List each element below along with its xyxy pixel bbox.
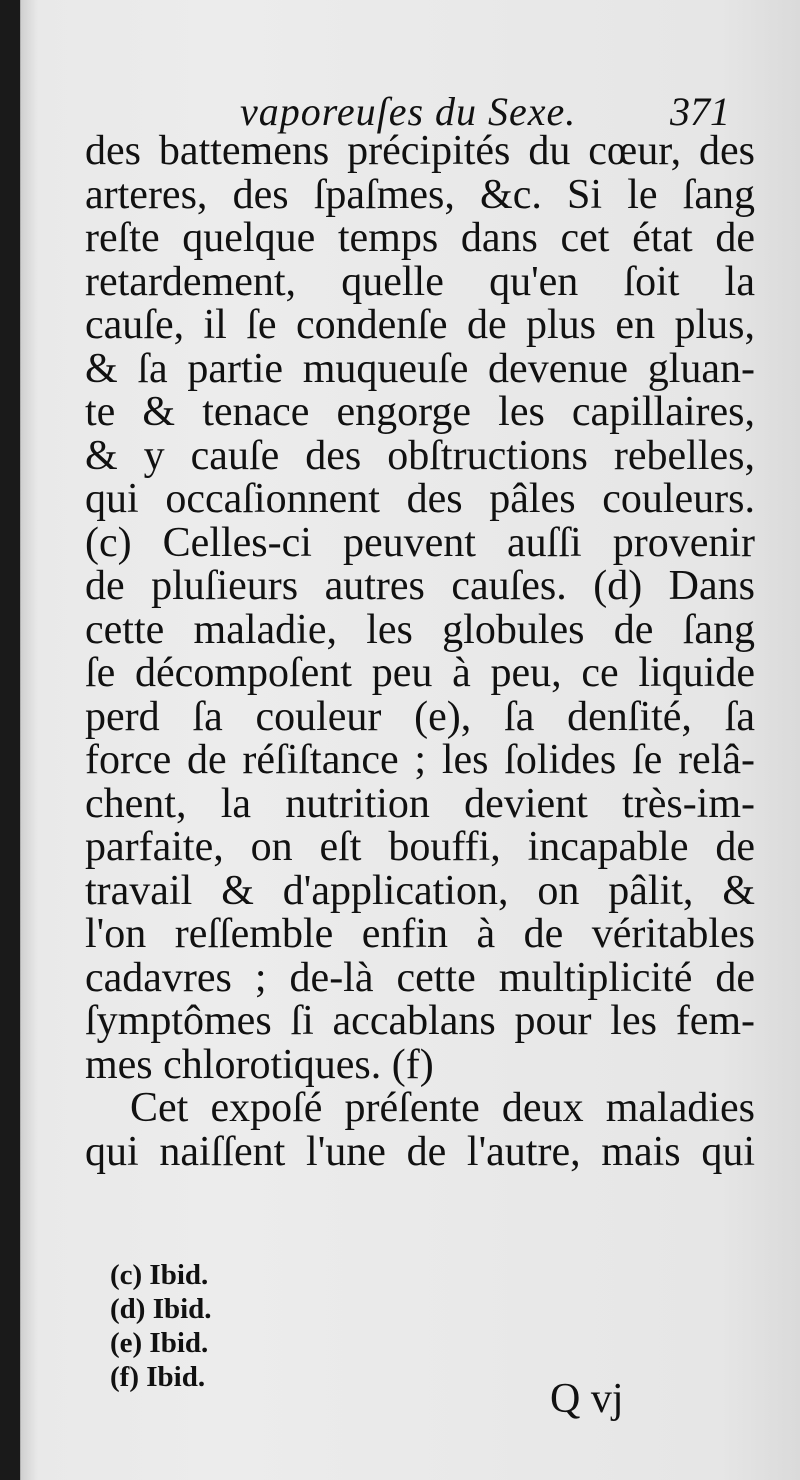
text-line: te & tenace engorge les capillaires, <box>85 389 755 435</box>
text-line: ſe décompoſent peu à peu, ce liquide <box>85 650 755 696</box>
text-line: & y cauſe des obſtructions rebelles, <box>85 432 755 479</box>
text-line: retardement, quelle qu'en ſoit la <box>85 258 755 305</box>
text-line: mes chlorotiques. (f) <box>85 1041 434 1088</box>
text-line: & ſa partie muqueuſe devenue gluan- <box>85 345 755 392</box>
text-line: cette maladie, les globules de ſang <box>85 606 755 653</box>
text-line: cadavres ; de-là cette multiplicité de <box>85 954 755 1001</box>
footnote: (d) Ibid. <box>110 1293 212 1325</box>
footnote: (f) Ibid. <box>110 1361 206 1393</box>
text-line: de pluſieurs autres cauſes. (d) Dans <box>85 563 755 609</box>
text-line: qui naiſſent l'une de l'autre, mais qui <box>85 1128 755 1175</box>
footnote: (c) Ibid. <box>110 1259 209 1291</box>
book-page <box>20 0 800 1480</box>
text-line: (c) Celles-ci peuvent auſſi provenir <box>85 519 755 566</box>
footnote: (e) Ibid. <box>110 1327 209 1359</box>
text-line: Cet expoſé préſente deux maladies <box>130 1085 755 1131</box>
text-line: l'on reſſemble enfin à de véritables <box>85 911 755 957</box>
text-line: reſte quelque temps dans cet état de <box>85 215 755 261</box>
signature-mark: Q vj <box>550 1376 624 1422</box>
text-line: ſymptômes ſi accablans pour les fem- <box>85 998 755 1044</box>
text-line: chent, la nutrition devient très-im- <box>85 780 755 827</box>
running-title: vaporeuſes du Sexe. <box>240 89 577 134</box>
text-line: qui occaſionnent des pâles couleurs. <box>85 476 755 522</box>
body-text <box>85 130 755 1174</box>
text-line: cauſe, il ſe condenſe de plus en plus, <box>85 302 755 348</box>
footnotes <box>110 1258 510 1394</box>
page-number: 371 <box>670 89 730 134</box>
text-line: force de réſiſtance ; les ſolides ſe relâ- <box>85 737 755 783</box>
text-line: arteres, des ſpaſmes, &c. Si le ſang <box>85 171 755 218</box>
text-line: travail & d'application, on pâlit, & <box>85 867 755 914</box>
text-line: des battemens précipités du cœur, des <box>85 128 755 174</box>
text-line: parfaite, on eſt bouffi, incapable de <box>85 824 755 870</box>
text-line: perd ſa couleur (e), ſa denſité, ſa <box>85 693 755 740</box>
page-edge <box>20 0 21 1480</box>
